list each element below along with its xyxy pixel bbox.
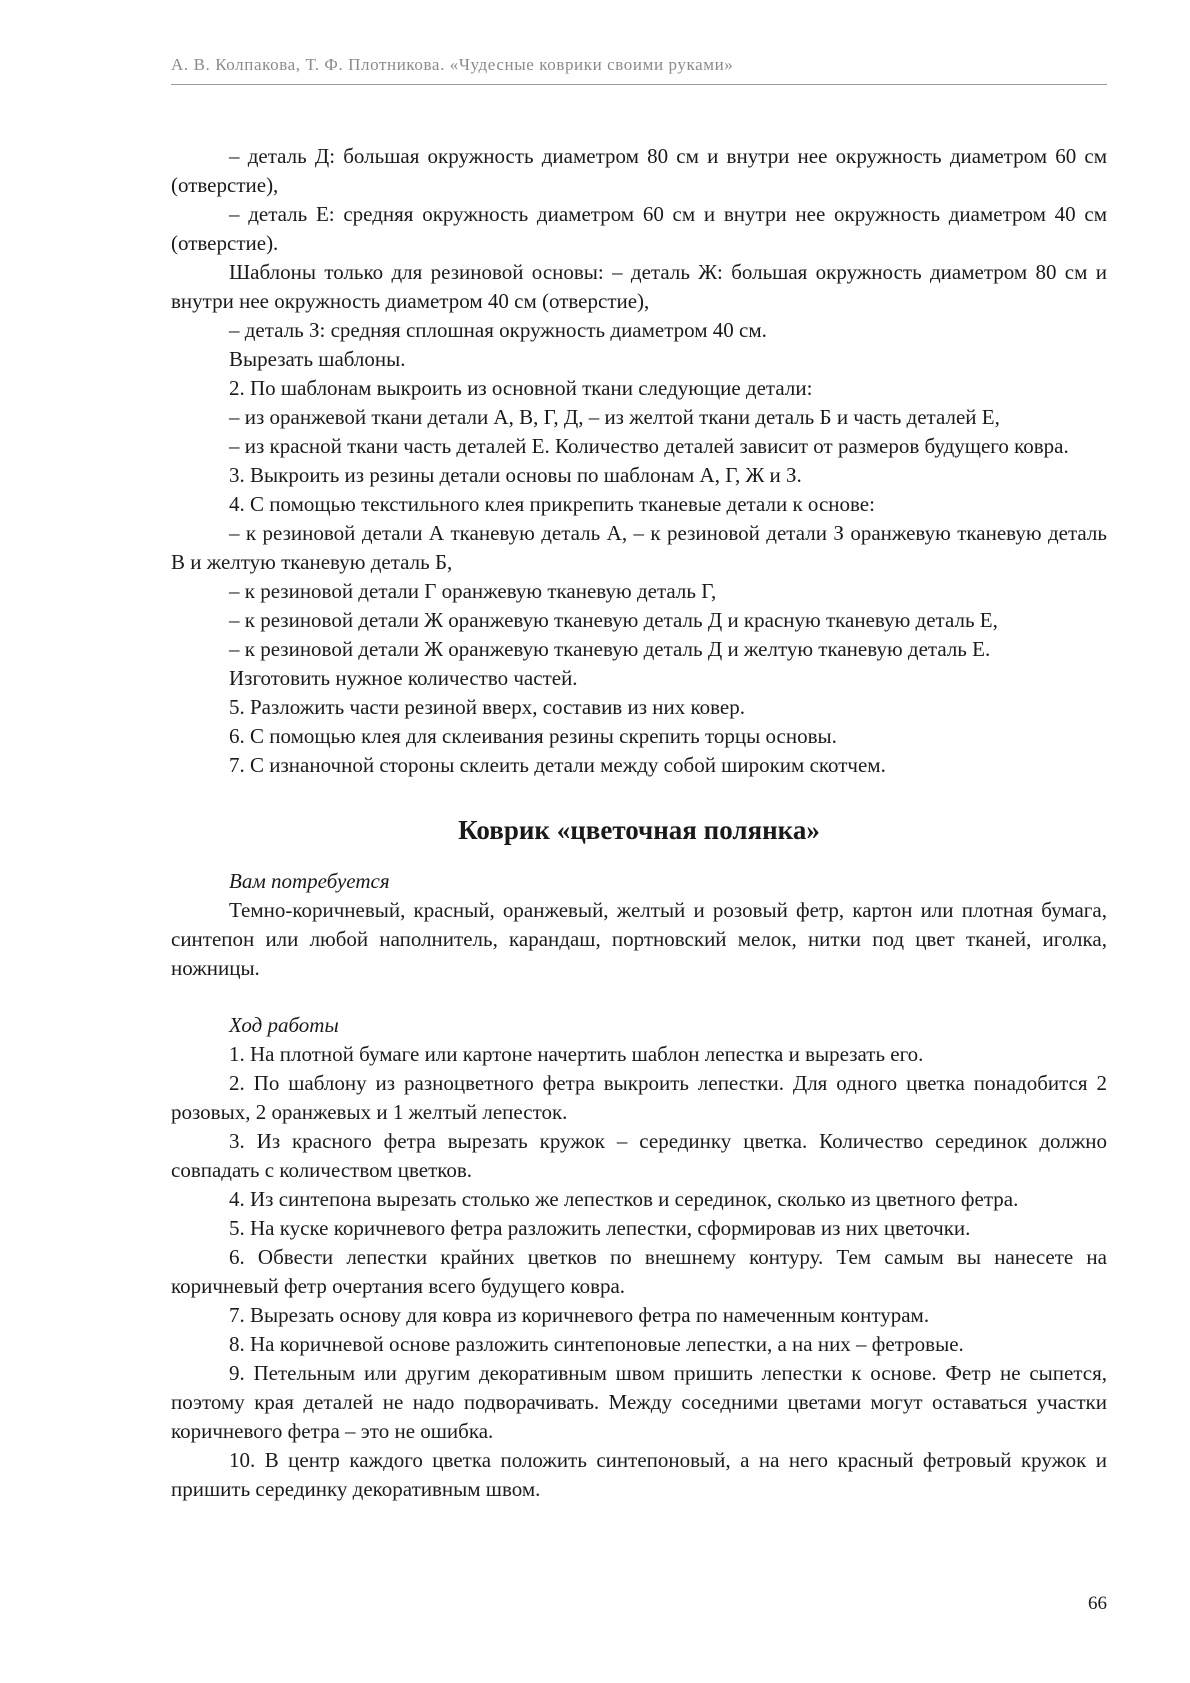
- step-item: 5. На куске коричневого фетра разложить лепестки, сформировав из них цветочки.: [229, 1216, 971, 1240]
- step-item: 9. Петельным или другим декоративным швом пришить лепестки к основе. Фетр не сыпется, поэтому края деталей не надо подворачивать. Между соседними цветами могут оставаться участки коричневого фетра – это не ошибка.: [171, 1361, 1107, 1443]
- step-item: 8. На коричневой основе разложить синтепоновые лепестки, а на них – фетровые.: [229, 1332, 964, 1356]
- paragraph: – деталь З: средняя сплошная окружность диаметром 40 см.: [229, 318, 767, 342]
- step-item: 6. Обвести лепестки крайних цветков по внешнему контуру. Тем самым вы нанесете на коричневый фетр очертания всего будущего ковра.: [171, 1245, 1107, 1298]
- paragraph: Вырезать шаблоны.: [229, 347, 406, 371]
- page-number: 66: [1088, 1593, 1107, 1614]
- paragraph: 2. По шаблонам выкроить из основной ткани следующие детали:: [229, 376, 813, 400]
- paragraph: Изготовить нужное количество частей.: [229, 666, 578, 690]
- materials-text: Темно-коричневый, красный, оранжевый, желтый и розовый фетр, картон или плотная бумага, синтепон или любой наполнитель, карандаш, портновский мелок, нитки под цвет тканей, иголка, ножницы.: [171, 898, 1107, 980]
- step-item: 3. Из красного фетра вырезать кружок – серединку цветка. Количество серединок должно совпадать с количеством цветков.: [171, 1129, 1107, 1182]
- paragraph: – деталь Д: большая окружность диаметром 80 см и внутри нее окружность диаметром 60 см (отверстие),: [171, 144, 1107, 197]
- paragraph: 3. Выкроить из резины детали основы по шаблонам А, Г, Ж и З.: [229, 463, 802, 487]
- materials-heading: Вам потребуется: [229, 869, 390, 893]
- spacer: [171, 983, 1107, 1011]
- paragraph: – к резиновой детали Ж оранжевую тканевую деталь Д и красную тканевую деталь Е,: [229, 608, 998, 632]
- step-item: 4. Из синтепона вырезать столько же лепестков и серединок, сколько из цветного фетра.: [229, 1187, 1019, 1211]
- paragraph: Шаблоны только для резиновой основы: – деталь Ж: большая окружность диаметром 80 см и внутри нее окружность диаметром 40 см (отверстие),: [171, 260, 1107, 313]
- paragraph: – к резиновой детали А тканевую деталь А, – к резиновой детали З оранжевую тканевую деталь В и желтую тканевую деталь Б,: [171, 521, 1107, 574]
- step-item: 10. В центр каждого цветка положить синтепоновый, а на него красный фетровый кружок и пришить серединку декоративным швом.: [171, 1448, 1107, 1501]
- paragraph: – из оранжевой ткани детали А, В, Г, Д, – из желтой ткани деталь Б и часть деталей Е,: [229, 405, 1000, 429]
- paragraph: – к резиновой детали Г оранжевую тканевую деталь Г,: [229, 579, 717, 603]
- step-item: 7. Вырезать основу для ковра из коричневого фетра по намеченным контурам.: [229, 1303, 930, 1327]
- page-body: [171, 142, 1107, 1504]
- step-item: 1. На плотной бумаге или картоне начертить шаблон лепестка и вырезать его.: [229, 1042, 924, 1066]
- section-title: Коврик «цветочная полянка»: [458, 815, 820, 845]
- paragraph: 6. С помощью клея для склеивания резины скрепить торцы основы.: [229, 724, 837, 748]
- paragraph: – к резиновой детали Ж оранжевую тканевую деталь Д и желтую тканевую деталь Е.: [229, 637, 991, 661]
- paragraph: – из красной ткани часть деталей Е. Количество деталей зависит от размеров будущего ковра.: [229, 434, 1069, 458]
- running-header: А. В. Колпакова, Т. Ф. Плотникова. «Чудесные коврики своими руками»: [171, 55, 734, 74]
- paragraph: 5. Разложить части резиной вверх, составив из них ковер.: [229, 695, 745, 719]
- paragraph: – деталь Е: средняя окружность диаметром 60 см и внутри нее окружность диаметром 40 см (отверстие).: [171, 202, 1107, 255]
- step-item: 2. По шаблону из разноцветного фетра выкроить лепестки. Для одного цветка понадобится 2 розовых, 2 оранжевых и 1 желтый лепесток.: [171, 1071, 1107, 1124]
- header-divider: [171, 84, 1107, 85]
- paragraph: 7. С изнаночной стороны склеить детали между собой широким скотчем.: [229, 753, 886, 777]
- steps-heading: Ход работы: [229, 1013, 339, 1037]
- paragraph: 4. С помощью текстильного клея прикрепить тканевые детали к основе:: [229, 492, 875, 516]
